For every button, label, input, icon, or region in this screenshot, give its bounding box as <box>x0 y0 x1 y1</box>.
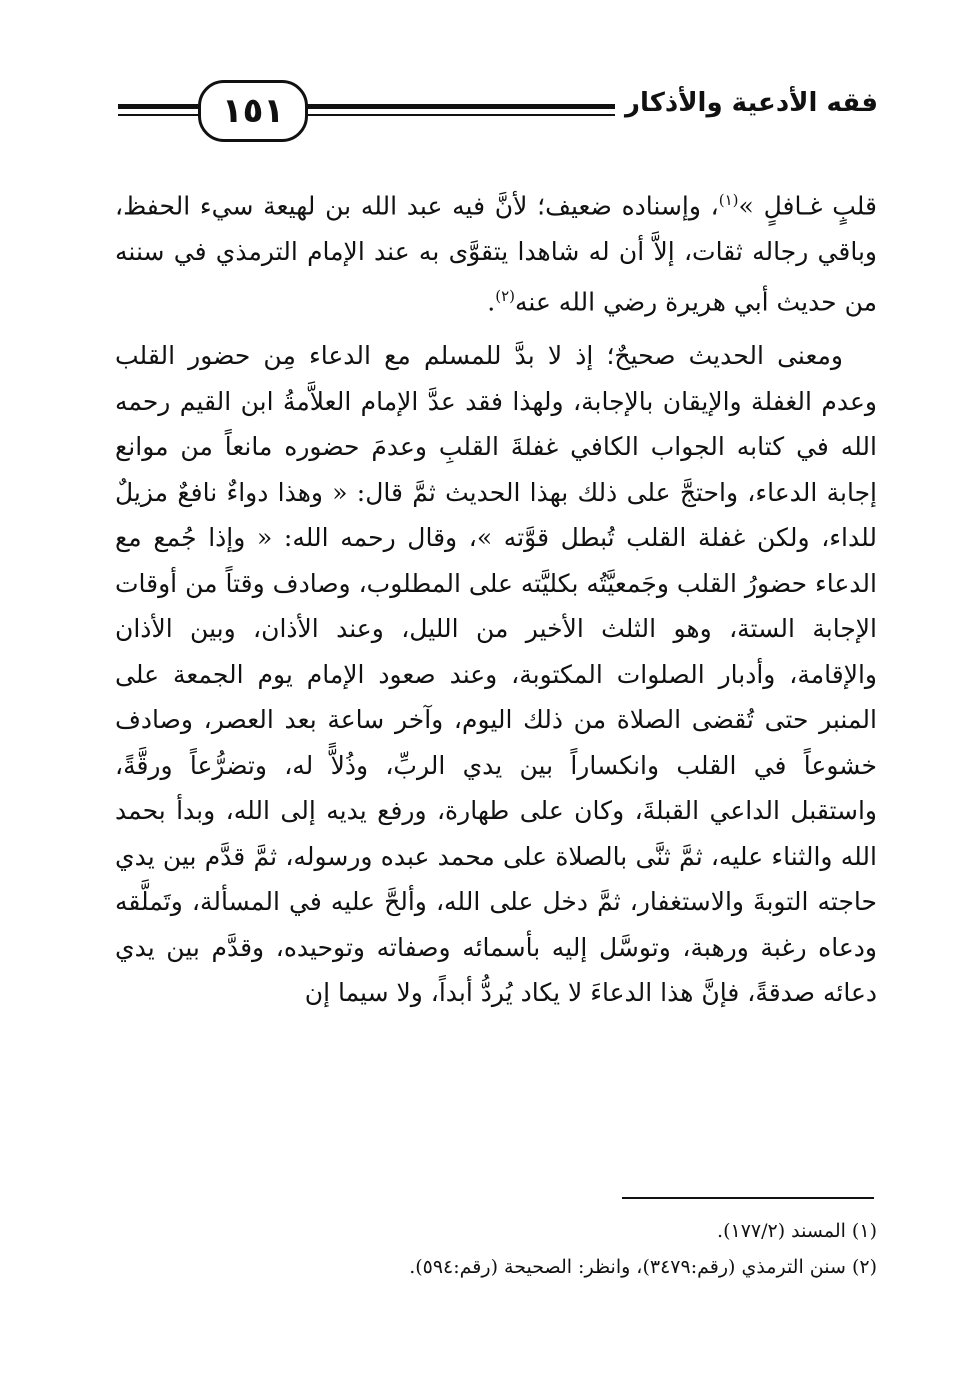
paragraph-1-middle: ، وإسناده ضعيف؛ لأنَّ فيه عبد الله بن لهيعة سيء الحفظ، وباقي رجاله ثقات، إلاَّ أن له شاهدا يتقوَّى به عند الإمام الترمذي في سننه من حديث أبي هريرة رضي الله عنه <box>115 191 877 317</box>
header-rule-left-thin <box>118 114 204 116</box>
paragraph-1-start: قلبٍ غـافلٍ » <box>738 191 877 221</box>
footnote-divider <box>622 1197 874 1199</box>
body-text <box>115 178 877 1016</box>
paragraph-1 <box>115 178 877 325</box>
paragraph-1-end: . <box>487 287 496 317</box>
header-rule-left-thick <box>118 104 204 109</box>
paragraph-2: ومعنى الحديث صحيحٌ؛ إذ لا بدَّ للمسلم مع الدعاء مِن حضور القلب وعدم الغفلة والإيقان بالإجابة، ولهذا فقد عدَّ الإمام العلاَّمةُ ابن القيم رحمه الله في كتابه الجواب الكافي غفلةَ القلبِ وعدمَ حضوره مانعاً من موانع إجابة الدعاء، واحتجَّ على ذلك بهذا الحديث ثمَّ قال: « وهذا دواءٌ نافعٌ مزيلٌ للداء، ولكن غفلة القلب تُبطل قوَّته »، وقال رحمه الله: « وإذا جُمع مع الدعاء حضورُ القلب وجَمعيَّتُه بكليَّته على المطلوب، وصادف وقتاً من أوقات الإجابة الستة، وهو الثلث الأخير من الليل، وعند الأذان، وبين الأذان والإقامة، وأدبار الصلوات المكتوبة، وعند صعود الإمام يوم الجمعة على المنبر حتى تُقضى الصلاة من ذلك اليوم، وآخر ساعة بعد العصر، وصادف خشوعاً في القلب وانكساراً بين يدي الربِّ، وذُلاًّ له، وتضرُّعاً ورقَّةً، واستقبل الداعي القبلةَ، وكان على طهارة، ورفع يديه إلى الله، وبدأ بحمد الله والثناء عليه، ثمَّ ثنَّى بالصلاة على محمد عبده ورسوله، ثمَّ قدَّم بين يدي حاجته التوبةَ والاستغفار، ثمَّ دخل على الله، وألحَّ عليه في المسألة، وتَملَّقه ودعاه رغبة ورهبة، وتوسَّل إليه بأسمائه وصفاته وتوحيده، وقدَّم بين يدي دعائه صدقةً، فإنَّ هذا الدعاءَ لا يكاد يُردُّ أبداً، ولا سيما إن <box>115 341 878 1008</box>
running-title: فقه الأدعية والأذكار <box>615 88 878 118</box>
page-header <box>118 72 878 152</box>
footnote-1: (١) المسند (١٧٧/٢). <box>717 1220 877 1242</box>
footnote-1-marker: (١) <box>718 191 739 209</box>
footnotes <box>115 1213 877 1285</box>
footnote-2-marker: (٢) <box>495 287 515 306</box>
page-number-text: ١٥١ <box>221 91 285 131</box>
footnote-2: (٢) سنن الترمذي (رقم:٣٤٧٩)، وانظر: الصحيحة (رقم:٥٩٤). <box>409 1256 877 1278</box>
page-number <box>198 80 308 142</box>
